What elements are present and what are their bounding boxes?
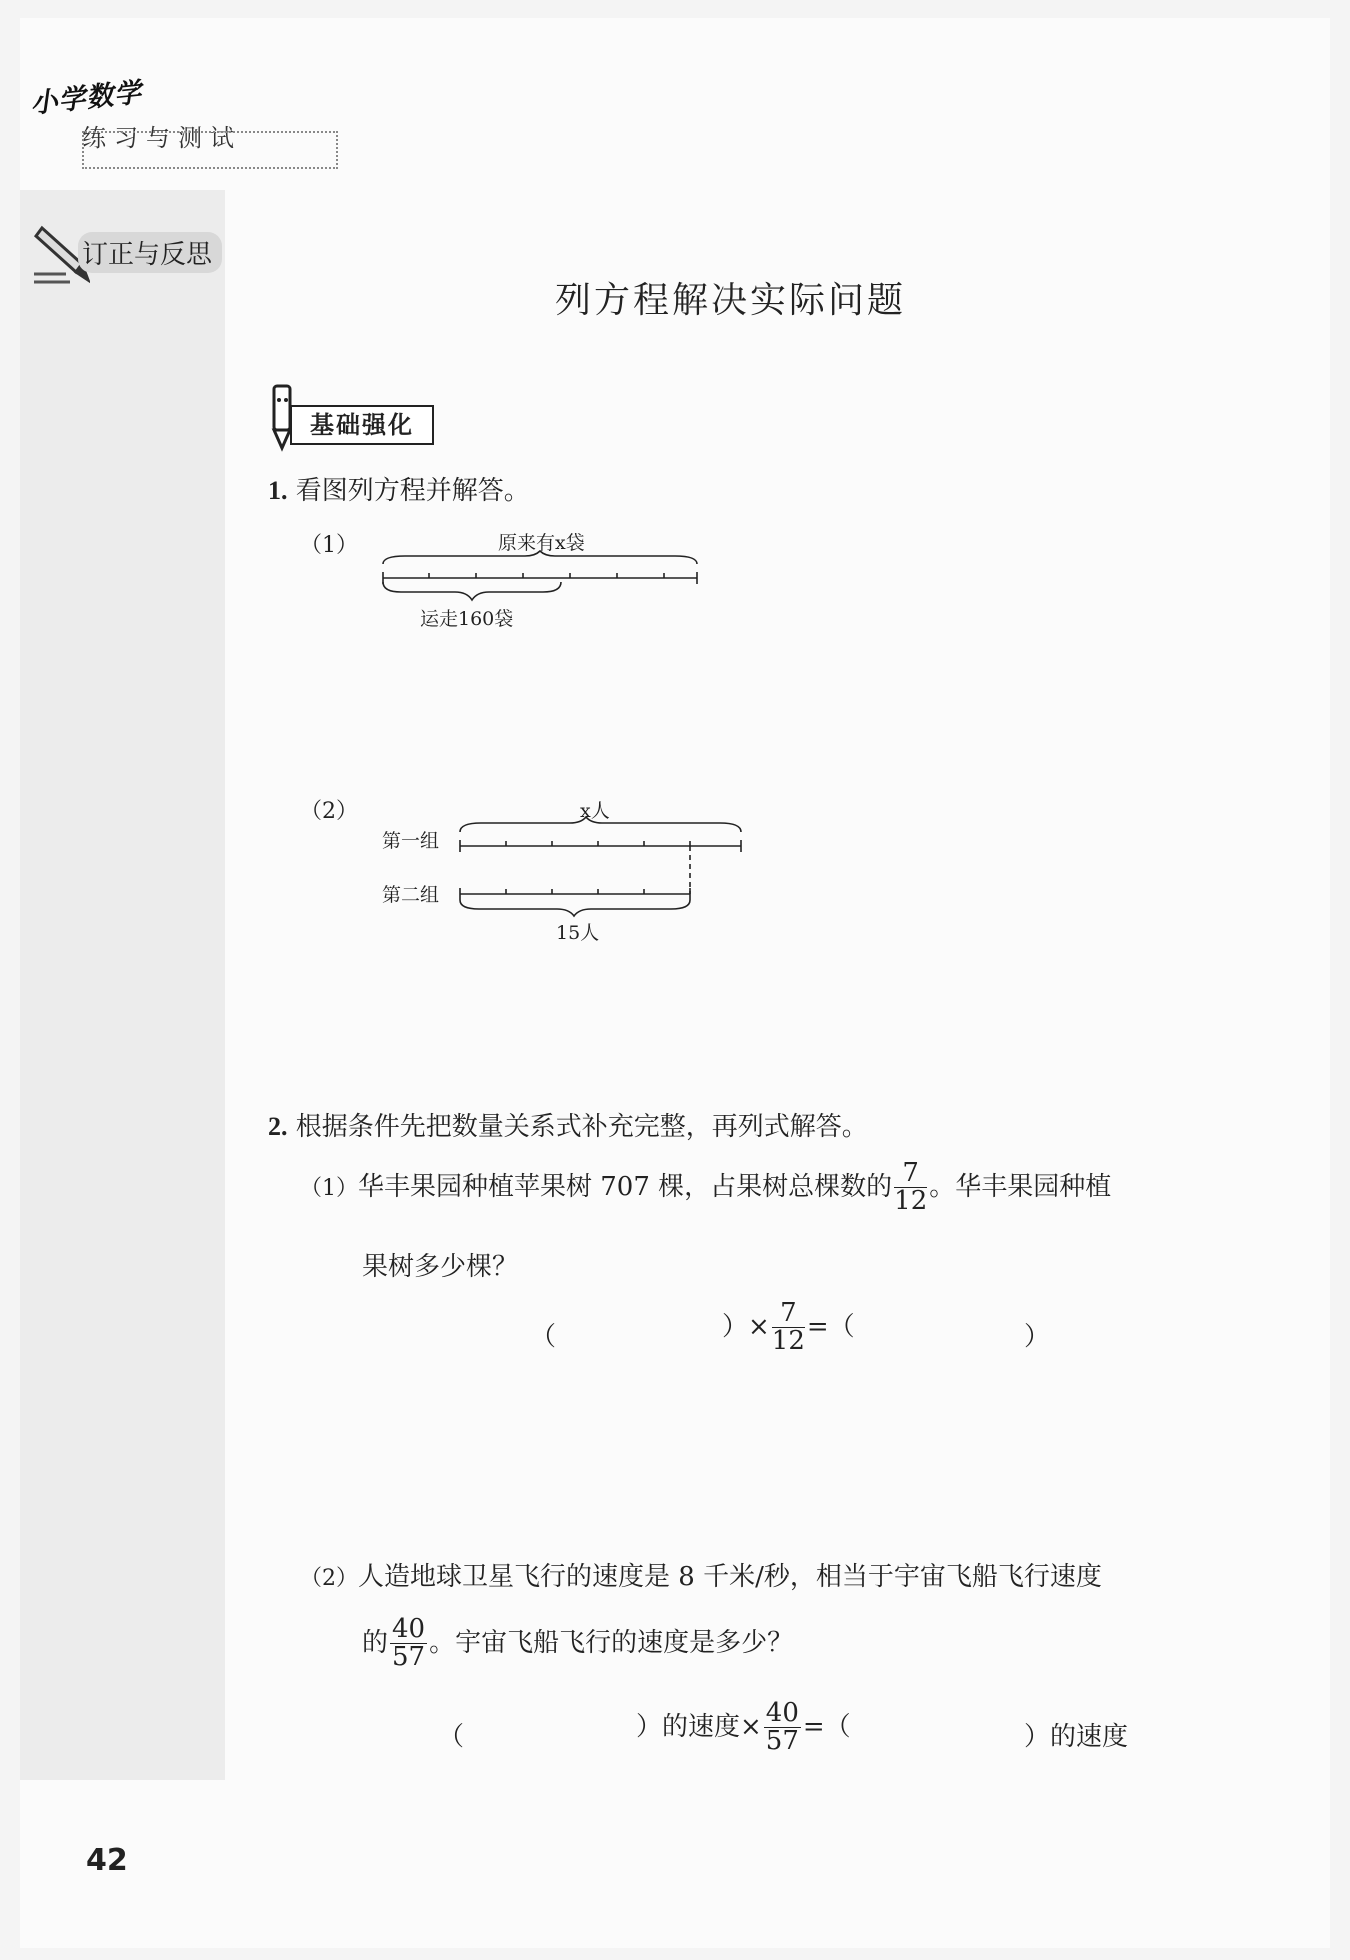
equation-1 (722, 1300, 855, 1356)
problem-text: 。华丰果园种植 (929, 1171, 1112, 1202)
problem-text: 华丰果园种植苹果树 707 棵，占果树总棵数的 (358, 1171, 893, 1202)
q2-part2-line1 (300, 1556, 1102, 1593)
fraction (764, 1700, 801, 1756)
blank-close-paren[interactable]: ）的速度 (1024, 1722, 1129, 1752)
fraction-numerator: 7 (772, 1300, 805, 1328)
correction-label: 订正与反思 (78, 232, 222, 273)
page-number: 42 (86, 1843, 128, 1878)
q2-part2-line2 (362, 1616, 793, 1672)
fraction (772, 1300, 805, 1356)
brand-title: 小学数学 (29, 77, 144, 120)
original-bags-label: 原来有x袋 (498, 532, 585, 554)
fraction-denominator: 12 (771, 1326, 805, 1357)
brand-subtitle: 练习与测试 (82, 124, 242, 152)
equation-text: =（ (806, 1311, 855, 1342)
problem-text: 的 (362, 1627, 389, 1658)
transported-bags-label: 运走160袋 (420, 608, 514, 630)
question-number: 2. (268, 1112, 288, 1141)
fraction-numerator: 40 (392, 1614, 426, 1644)
equation-text: =（ (802, 1711, 851, 1742)
group2-label: 第二组 (382, 884, 440, 906)
section-label: 基础强化 (290, 405, 434, 445)
subtitle-dotted-box (82, 131, 338, 169)
page-title: 列方程解决实际问题 (555, 280, 907, 321)
fraction (894, 1160, 927, 1216)
blank-close-paren[interactable]: ） (1024, 1322, 1051, 1352)
problem-text: 果树多少棵？ (362, 1252, 519, 1282)
fraction-numerator: 7 (894, 1160, 927, 1188)
part-label: （2） (300, 799, 358, 824)
equation-text: ）的速度× (636, 1711, 762, 1742)
part-label: （1） (300, 533, 358, 558)
part-label: （1） (300, 1175, 358, 1201)
fraction-denominator: 57 (765, 1726, 799, 1757)
problem-text: 人造地球卫星飞行的速度是 8 千米/秒，相当于宇宙飞船飞行速度 (358, 1562, 1102, 1592)
question-text: 根据条件先把数量关系式补充完整，再列式解答。 (295, 1112, 868, 1142)
group2-total-label: 15人 (556, 922, 600, 944)
question-1 (268, 470, 530, 507)
question-2 (268, 1106, 868, 1143)
fraction-numerator: 40 (765, 1698, 799, 1728)
blank-open-paren[interactable]: （ (438, 1722, 465, 1752)
group1-total-label: x人 (580, 800, 610, 822)
line-segment-diagram-2 (455, 816, 755, 936)
fraction-denominator: 12 (894, 1186, 928, 1217)
line-segment-diagram-1 (375, 550, 715, 610)
equation-2 (636, 1700, 851, 1756)
correction-sidebar (20, 190, 225, 1780)
fraction-denominator: 57 (392, 1642, 426, 1673)
question-text: 看图列方程并解答。 (295, 476, 530, 506)
fraction (390, 1616, 427, 1672)
equation-text: ）× (722, 1311, 770, 1342)
blank-open-paren[interactable]: （ (530, 1322, 557, 1352)
question-number: 1. (268, 476, 288, 505)
part-label: （2） (300, 1566, 358, 1591)
problem-text: 。宇宙飞船飞行的速度是多少？ (429, 1627, 794, 1658)
q2-part1-line1 (300, 1160, 1111, 1216)
group1-label: 第一组 (382, 830, 440, 852)
